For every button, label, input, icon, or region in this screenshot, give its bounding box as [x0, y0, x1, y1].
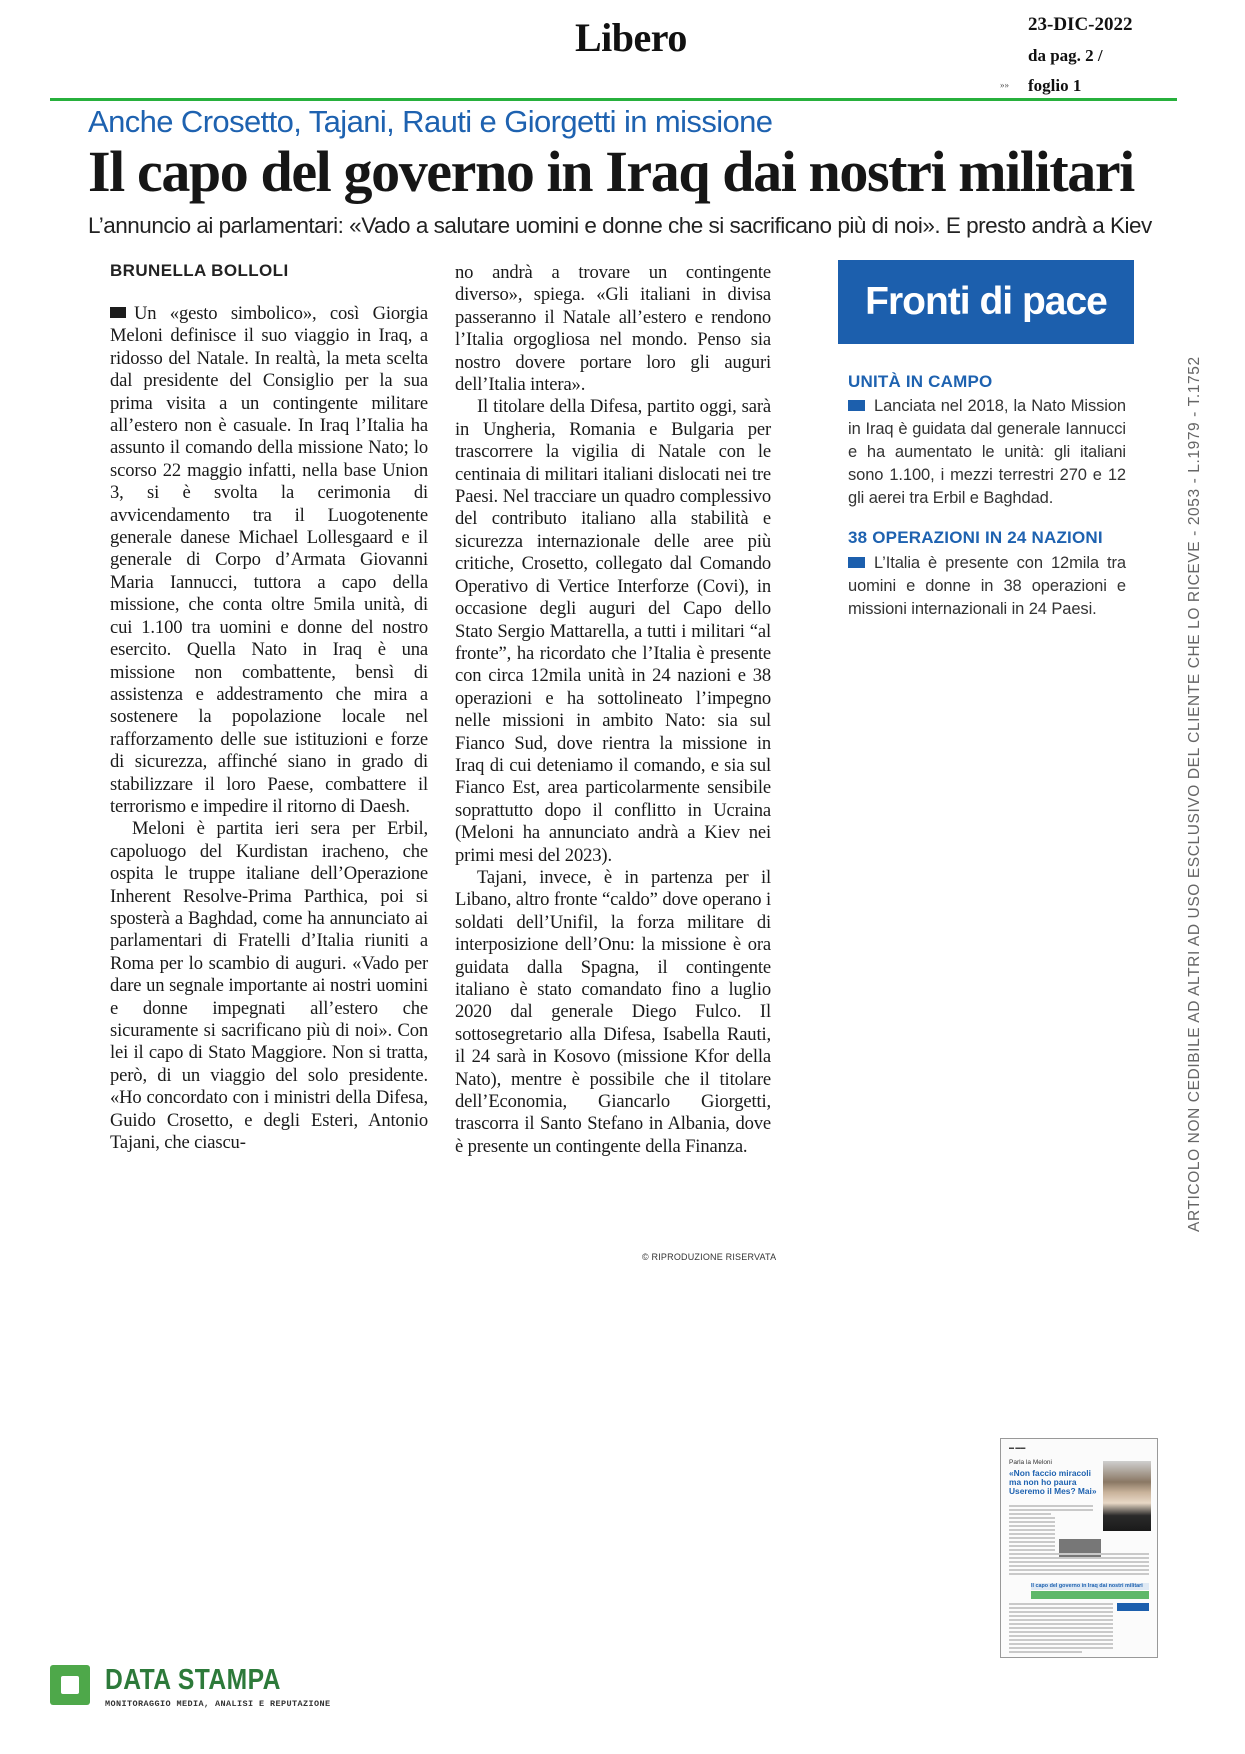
- thumbnail-headline: «Non faccio miracoli ma non ho paura Useremo il Mes? Mai»: [1009, 1468, 1097, 1496]
- sidebar-text-body: L’Italia è presente con 12mila tra uomini e donne in 38 operazioni e missioni internazionali in 24 Paesi.: [848, 554, 1126, 618]
- data-stampa-logo-icon: [50, 1665, 90, 1705]
- bullet-icon: [848, 557, 865, 568]
- thumbnail-blue-box: [1117, 1603, 1149, 1611]
- data-stampa-tagline: MONITORAGGIO MEDIA, ANALISI E REPUTAZIONE: [105, 1699, 331, 1709]
- paragraph: Il titolare della Difesa, partito oggi, sarà in Ungheria, Romania e Bulgaria per trascorrere la vigilia di Natale con le centinaia di militari italiani dislocati nei tre Paesi. Nel tracciare un quadro complessivo del contributo italiano alla stabilità e sicurezza internazionale delle aree più critiche, Crosetto, collegato dal Comando Operativo di Vertice Interforze (Covi), in occasione degli auguri del Capo dello Stato Sergio Mattarella, a tutti i militari “al fronte”, ha ricordato che l’Italia è presente con circa 12mila unità in 24 nazioni e 38 operazioni e ha sottolineato l’impegno nelle missioni in ambito Nato: sia sul Fianco Sud, dove rientra la missione in Iraq di cui deteniamo il comando, e sia sul Fianco Est, area particolarmente sensibile soprattutto dopo il conflitto in Ucraina (Meloni ha annunciato andrà a Kiev nei primi mesi del 2023).: [455, 396, 771, 866]
- page-reference: da pag. 2 /: [1028, 46, 1103, 65]
- sidebar-title: Fronti di pace: [838, 260, 1134, 344]
- paragraph: [110, 303, 428, 818]
- data-stampa-brand: DATA STAMPA: [105, 1664, 281, 1696]
- sheet-reference: foglio 1: [1028, 76, 1082, 95]
- sidebar-text-body: Lanciata nel 2018, la Nato Mission in Iraq è guidata dal generale Iannucci e ha aumentato le unità: gli italiani sono 1.100, i mezzi terrestri 270 e 12 gli aerei tra Erbil e Baghdad.: [848, 397, 1126, 507]
- thumbnail-green-highlight: [1031, 1591, 1149, 1599]
- green-rule: [50, 98, 1177, 101]
- sidebar-heading: 38 OPERAZIONI IN 24 NAZIONI: [848, 528, 1103, 547]
- sidebar-text: [848, 552, 1126, 621]
- thumbnail-kicker: Parla la Meloni: [1009, 1459, 1052, 1466]
- arrows-marker: »»: [1000, 80, 1009, 90]
- article-headline: Il capo del governo in Iraq dai nostri militari: [88, 139, 1134, 204]
- newspaper-logo: Libero: [575, 15, 687, 60]
- sidebar-heading: UNITÀ IN CAMPO: [848, 372, 993, 391]
- copyright-notice: © RIPRODUZIONE RISERVATA: [642, 1252, 777, 1262]
- thumbnail-article-band: Il capo del governo in Iraq dai nostri militari: [1031, 1583, 1149, 1590]
- publication-date: 23-DIC-2022: [1028, 14, 1133, 35]
- paragraph: no andrà a trovare un contingente diverso», spiega. «Gli italiani in divisa passeranno il Natale all’estero e rendono l’Italia orgogliosa nel mondo. Penso sia nostro dovere portare loro gli auguri dell’Italia intera».: [455, 262, 771, 396]
- copyright-vertical-notice: ARTICOLO NON CEDIBILE AD ALTRI AD USO ESCLUSIVO DEL CLIENTE CHE LO RICEVE - 2053 - L.1979 - T.1752: [1186, 356, 1203, 1232]
- bullet-icon: [848, 400, 865, 411]
- article-subheadline: L’annuncio ai parlamentari: «Vado a salutare uomini e donne che si sacrificano più di noi». E presto andrà a Kiev: [88, 213, 1152, 238]
- paragraph: Meloni è partita ieri sera per Erbil, capoluogo del Kurdistan iracheno, che ospita le truppe italiane dell’Operazione Inherent Resolve-Prima Parthica, poi si sposterà a Baghdad, come ha annunciato ai parlamentari di Fratelli d’Italia riuniti a Roma per lo scambio di auguri. «Vado per dare un segnale importante ai nostri uomini e donne impegnati all’estero che sicuramente si sacrificano più di noi». Con lei il capo di Stato Maggiore. Non si tratta, però, di un viaggio del solo presidente. «Ho concordato con i ministri della Difesa, Guido Crosetto, e degli Esteri, Antonio Tajani, che ciascu-: [110, 818, 428, 1154]
- article-column-1: [110, 303, 428, 1154]
- thumbnail-columns: [1009, 1603, 1113, 1655]
- thumbnail-masthead-icon: ▬ ▬▬: [1009, 1445, 1026, 1451]
- article-column-2: [455, 262, 771, 1158]
- author-byline: BRUNELLA BOLLOLI: [110, 261, 289, 280]
- paragraph: Tajani, invece, è in partenza per il Libano, altro fronte “caldo” dove operano i soldati dell’Unifil, la forza militare di interposizione dell’Onu: la missione è ora guidata dalla Spagna, il contingente italiano è stato comandato fino a luglio 2020 dal generale Diego Fulco. Il sottosegretario alla Difesa, Isabella Rauti, il 24 sarà in Kosovo (missione Kfor della Nato), mentre è possibile che il titolare dell’Economia, Giancarlo Giorgetti, trascorra il Santo Stefano in Albania, dove è presente un contingente della Finanza.: [455, 866, 771, 1157]
- paragraph-text: Un «gesto simbolico», così Giorgia Meloni definisce il suo viaggio in Iraq, a ridosso del Natale. In realtà, la meta scelta dal presidente del Consiglio per la sua prima visita a un contingente militare all’estero non è casuale. In Iraq l’Italia ha assunto il comando della missione Nato; lo scorso 22 maggio infatti, nella base Union 3, si è svolta la cerimonia di avvicendamento tra il Luogotenente generale danese Michael Lollesgaard e il generale di Corpo d’Armata Giovanni Maria Iannucci, tuttora a capo della missione, che conta oltre 5mila unità, di cui 1.100 tra uomini e donne del nostro esercito. Quella Nato in Iraq è una missione non combattente, bensì di assistenza e addestramento che mira a sostenere la popolazione locale nel rafforzamento delle sue istituzioni e forze di sicurezza, affinché siano in grado di stabilizzare il loro Paese, combattere il terrorismo e impedire il ritorno di Daesh.: [110, 303, 428, 817]
- paragraph-bullet-icon: [110, 307, 126, 318]
- page-thumbnail: [1000, 1438, 1158, 1658]
- sidebar-text: [848, 395, 1126, 510]
- thumbnail-text-lines: [1009, 1505, 1149, 1577]
- article-kicker: Anche Crosetto, Tajani, Rauti e Giorgetti in missione: [88, 104, 773, 139]
